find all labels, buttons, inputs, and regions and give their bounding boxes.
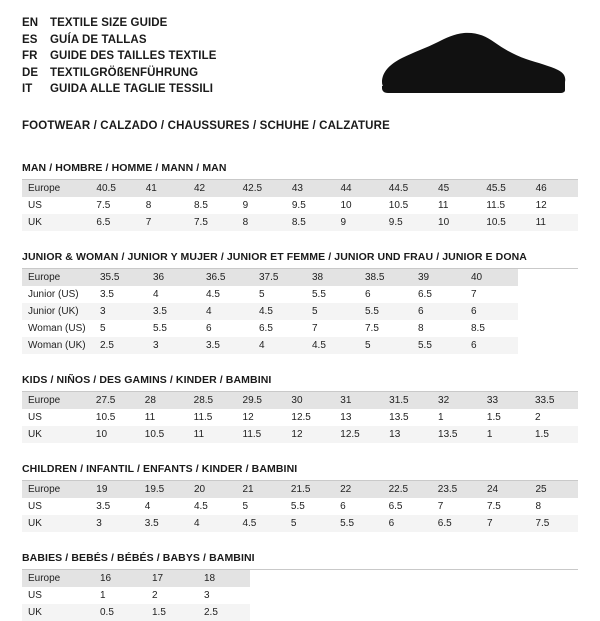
cell: 5.5 — [359, 303, 412, 320]
table-row — [22, 392, 578, 409]
cell: 22 — [334, 481, 382, 498]
table-row — [22, 337, 518, 354]
cell: 12 — [535, 200, 547, 211]
cell: 0.5 — [94, 604, 146, 621]
cell: 7.5 — [529, 515, 578, 532]
language-title: TEXTILGRÖßENFÜHRUNG — [50, 66, 199, 79]
cell: 44.5 — [383, 180, 432, 197]
cell: 6.5 — [418, 289, 432, 300]
row-label: Junior (UK) — [22, 303, 94, 320]
row-label: UK — [22, 426, 90, 443]
cell: 17 — [146, 570, 198, 587]
cell: 21.5 — [285, 481, 334, 498]
cell: 2.5 — [94, 337, 147, 354]
cell: 46 — [530, 180, 578, 197]
table-row — [22, 180, 578, 197]
section-kids — [22, 374, 578, 443]
section-title: KIDS / NIÑOS / DES GAMINS / KINDER / BAMBINI — [22, 374, 272, 386]
cell: 11 — [438, 200, 449, 211]
section-title: CHILDREN / INFANTIL / ENFANTS / KINDER / BAMBINI — [22, 463, 298, 475]
cell: 40 — [465, 269, 518, 286]
row-label: UK — [22, 604, 94, 621]
cell: 4 — [188, 515, 236, 532]
cell: 6 — [383, 515, 432, 532]
cell: 6 — [365, 289, 371, 300]
table-row — [22, 320, 518, 337]
cell: 21 — [236, 481, 284, 498]
language-row — [22, 33, 217, 49]
cell: 42.5 — [237, 180, 286, 197]
language-title: GUIDA ALLE TAGLIE TESSILI — [50, 83, 214, 95]
cell: 33 — [481, 392, 529, 409]
cell: 7.5 — [365, 323, 379, 334]
cell: 3.5 — [100, 289, 114, 300]
cell: 7 — [481, 515, 529, 532]
cell: 8 — [535, 501, 542, 512]
cell: 7 — [471, 289, 477, 300]
cell: 5.5 — [334, 515, 382, 532]
cell: 3.5 — [96, 501, 111, 512]
cell: 35.5 — [94, 269, 147, 286]
language-row — [22, 49, 217, 65]
cell: 45.5 — [480, 180, 529, 197]
cell: 4 — [153, 289, 159, 300]
language-code: ES — [22, 33, 38, 46]
cell: 28 — [139, 392, 188, 409]
cell: 37.5 — [253, 269, 306, 286]
cell: 4 — [144, 501, 151, 512]
cell: 39 — [412, 269, 465, 286]
cell: 3 — [90, 515, 138, 532]
cell: 3 — [147, 337, 200, 354]
row-label: UK — [22, 214, 90, 231]
cell: 43 — [286, 180, 335, 197]
cell: 40.5 — [90, 180, 139, 197]
section-title: JUNIOR & WOMAN / JUNIOR Y MUJER / JUNIOR ET FEMME / JUNIOR UND FRAU / JUNIOR E DONA — [22, 251, 527, 263]
cell: 11.5 — [486, 200, 506, 211]
cell: 1 — [438, 412, 444, 423]
cell: 8 — [237, 214, 286, 231]
cell: 3.5 — [200, 337, 253, 354]
cell: 1 — [481, 426, 529, 443]
cell: 33.5 — [529, 392, 578, 409]
cell: 6 — [206, 323, 212, 334]
language-row — [22, 16, 217, 32]
cell: 5 — [242, 501, 248, 512]
cell: 24 — [481, 481, 529, 498]
cell: 16 — [94, 570, 146, 587]
table-row — [22, 426, 578, 443]
cell: 10 — [432, 214, 480, 231]
cell: 10 — [90, 426, 139, 443]
cell: 32 — [432, 392, 481, 409]
cell: 6 — [465, 303, 518, 320]
cell: 38.5 — [359, 269, 412, 286]
cell: 4 — [200, 303, 253, 320]
cell: 6.5 — [432, 515, 481, 532]
cell: 8.5 — [471, 323, 485, 334]
section-title: MAN / HOMBRE / HOMME / MANN / MAN — [22, 162, 227, 174]
cell: 11 — [530, 214, 578, 231]
cell: 10 — [340, 200, 352, 211]
table-row — [22, 481, 578, 498]
cell: 13.5 — [389, 412, 409, 423]
cell: 23.5 — [432, 481, 481, 498]
cell: 19.5 — [139, 481, 188, 498]
row-label: Europe — [22, 180, 90, 197]
cell: 3.5 — [147, 303, 200, 320]
cell: 8 — [145, 200, 152, 211]
cell: 5.5 — [312, 289, 326, 300]
cell: 5.5 — [153, 323, 167, 334]
cell: 12 — [242, 412, 254, 423]
cell: 7 — [140, 214, 188, 231]
cell: 12.5 — [291, 412, 311, 423]
size-table-junior-woman — [22, 269, 518, 354]
cell: 5.5 — [290, 501, 305, 512]
table-row — [22, 197, 578, 214]
cell: 7.5 — [188, 214, 237, 231]
cell: 3 — [94, 303, 147, 320]
cell: 8.5 — [193, 200, 208, 211]
cell: 4.5 — [193, 501, 208, 512]
cell: 6 — [340, 501, 346, 512]
cell: 6.5 — [259, 323, 273, 334]
language-row — [22, 82, 217, 98]
cell: 5.5 — [412, 337, 465, 354]
cell: 6 — [412, 303, 465, 320]
section-children — [22, 463, 578, 532]
cell: 7.5 — [96, 200, 111, 211]
cell: 13 — [383, 426, 432, 443]
cell: 4.5 — [253, 303, 306, 320]
language-code: DE — [22, 66, 39, 79]
cell: 18 — [198, 570, 250, 587]
row-label: US — [28, 200, 42, 211]
row-label: Junior (US) — [28, 289, 79, 300]
cell: 41 — [140, 180, 188, 197]
cell: 29.5 — [237, 392, 286, 409]
cell: 10.5 — [139, 426, 188, 443]
section-babies — [22, 552, 578, 621]
row-label: Europe — [22, 570, 94, 587]
table-row — [22, 587, 250, 604]
cell: 1 — [100, 590, 106, 601]
cell: 9.5 — [291, 200, 306, 211]
cell: 11 — [188, 426, 237, 443]
cell: 7 — [312, 323, 318, 334]
table-row — [22, 604, 250, 621]
section-junior-woman — [22, 251, 578, 354]
row-label: US — [28, 501, 42, 512]
cell: 36.5 — [200, 269, 253, 286]
size-table-man — [22, 180, 578, 231]
section-title: BABIES / BEBÉS / BÉBÉS / BABYS / BAMBINI — [22, 552, 255, 564]
row-label: Europe — [22, 269, 94, 286]
cell: 19 — [90, 481, 138, 498]
table-row — [22, 269, 518, 286]
cell: 5 — [100, 323, 106, 334]
row-label: Woman (US) — [28, 323, 86, 334]
cell: 3 — [204, 590, 210, 601]
row-label: US — [28, 590, 42, 601]
cell: 6.5 — [388, 501, 403, 512]
cell: 28.5 — [188, 392, 237, 409]
cell: 30 — [285, 392, 334, 409]
language-row — [22, 66, 217, 82]
section-man — [22, 162, 578, 231]
table-row — [22, 409, 578, 426]
table-row — [22, 214, 578, 231]
cell: 5 — [306, 303, 359, 320]
table-row — [22, 303, 518, 320]
cell: 11.5 — [237, 426, 286, 443]
cell: 38 — [306, 269, 359, 286]
cell: 13 — [340, 412, 352, 423]
dress-shoe-icon — [372, 24, 572, 104]
language-code: IT — [22, 83, 33, 95]
language-title: GUÍA DE TALLAS — [50, 33, 147, 46]
row-label: Woman (UK) — [22, 337, 94, 354]
cell: 12 — [285, 426, 334, 443]
cell: 6 — [465, 337, 518, 354]
cell: 13.5 — [432, 426, 481, 443]
table-row — [22, 570, 250, 587]
cell: 22.5 — [383, 481, 432, 498]
row-label: UK — [22, 515, 90, 532]
table-row — [22, 286, 518, 303]
language-code: EN — [22, 17, 39, 29]
cell: 5 — [285, 515, 334, 532]
cell: 44 — [334, 180, 382, 197]
cell: 10.5 — [95, 412, 116, 423]
cell: 31 — [334, 392, 383, 409]
table-row — [22, 498, 578, 515]
language-title: TEXTILE SIZE GUIDE — [50, 17, 168, 29]
cell: 11 — [144, 412, 156, 423]
cell: 3.5 — [139, 515, 188, 532]
cell: 45 — [432, 180, 480, 197]
page-header — [22, 16, 578, 104]
cell: 12.5 — [334, 426, 383, 443]
cell: 9.5 — [383, 214, 432, 231]
size-table-children — [22, 481, 578, 532]
row-label: US — [28, 412, 42, 423]
footwear-heading: FOOTWEAR / CALZADO / CHAUSSURES / SCHUHE / CALZATURE — [22, 120, 390, 132]
size-table-kids — [22, 392, 578, 443]
cell: 5 — [259, 289, 265, 300]
row-label: Europe — [22, 392, 90, 409]
cell: 31.5 — [383, 392, 432, 409]
cell: 2 — [535, 412, 541, 423]
cell: 2 — [152, 590, 158, 601]
cell: 1.5 — [486, 412, 501, 423]
cell: 9 — [242, 200, 249, 211]
cell: 20 — [188, 481, 236, 498]
cell: 4.5 — [236, 515, 284, 532]
cell: 25 — [529, 481, 578, 498]
cell: 5 — [359, 337, 412, 354]
cell: 27.5 — [90, 392, 139, 409]
table-row — [22, 515, 578, 532]
cell: 10.5 — [480, 214, 529, 231]
cell: 4.5 — [206, 289, 220, 300]
cell: 8.5 — [286, 214, 335, 231]
language-title: GUIDE DES TAILLES TEXTILE — [50, 50, 217, 62]
cell: 4.5 — [306, 337, 359, 354]
cell: 11.5 — [193, 412, 213, 423]
language-code: FR — [22, 50, 38, 62]
cell: 4 — [253, 337, 306, 354]
cell: 6.5 — [90, 214, 139, 231]
cell: 9 — [334, 214, 382, 231]
size-table-babies — [22, 570, 250, 621]
cell: 8 — [418, 323, 424, 334]
row-label: Europe — [22, 481, 90, 498]
cell: 1.5 — [146, 604, 198, 621]
cell: 1.5 — [529, 426, 578, 443]
cell: 36 — [147, 269, 200, 286]
cell: 7.5 — [486, 501, 501, 512]
cell: 7 — [437, 501, 444, 512]
cell: 2.5 — [198, 604, 250, 621]
language-titles — [22, 16, 217, 98]
cell: 10.5 — [388, 200, 409, 211]
cell: 42 — [188, 180, 237, 197]
